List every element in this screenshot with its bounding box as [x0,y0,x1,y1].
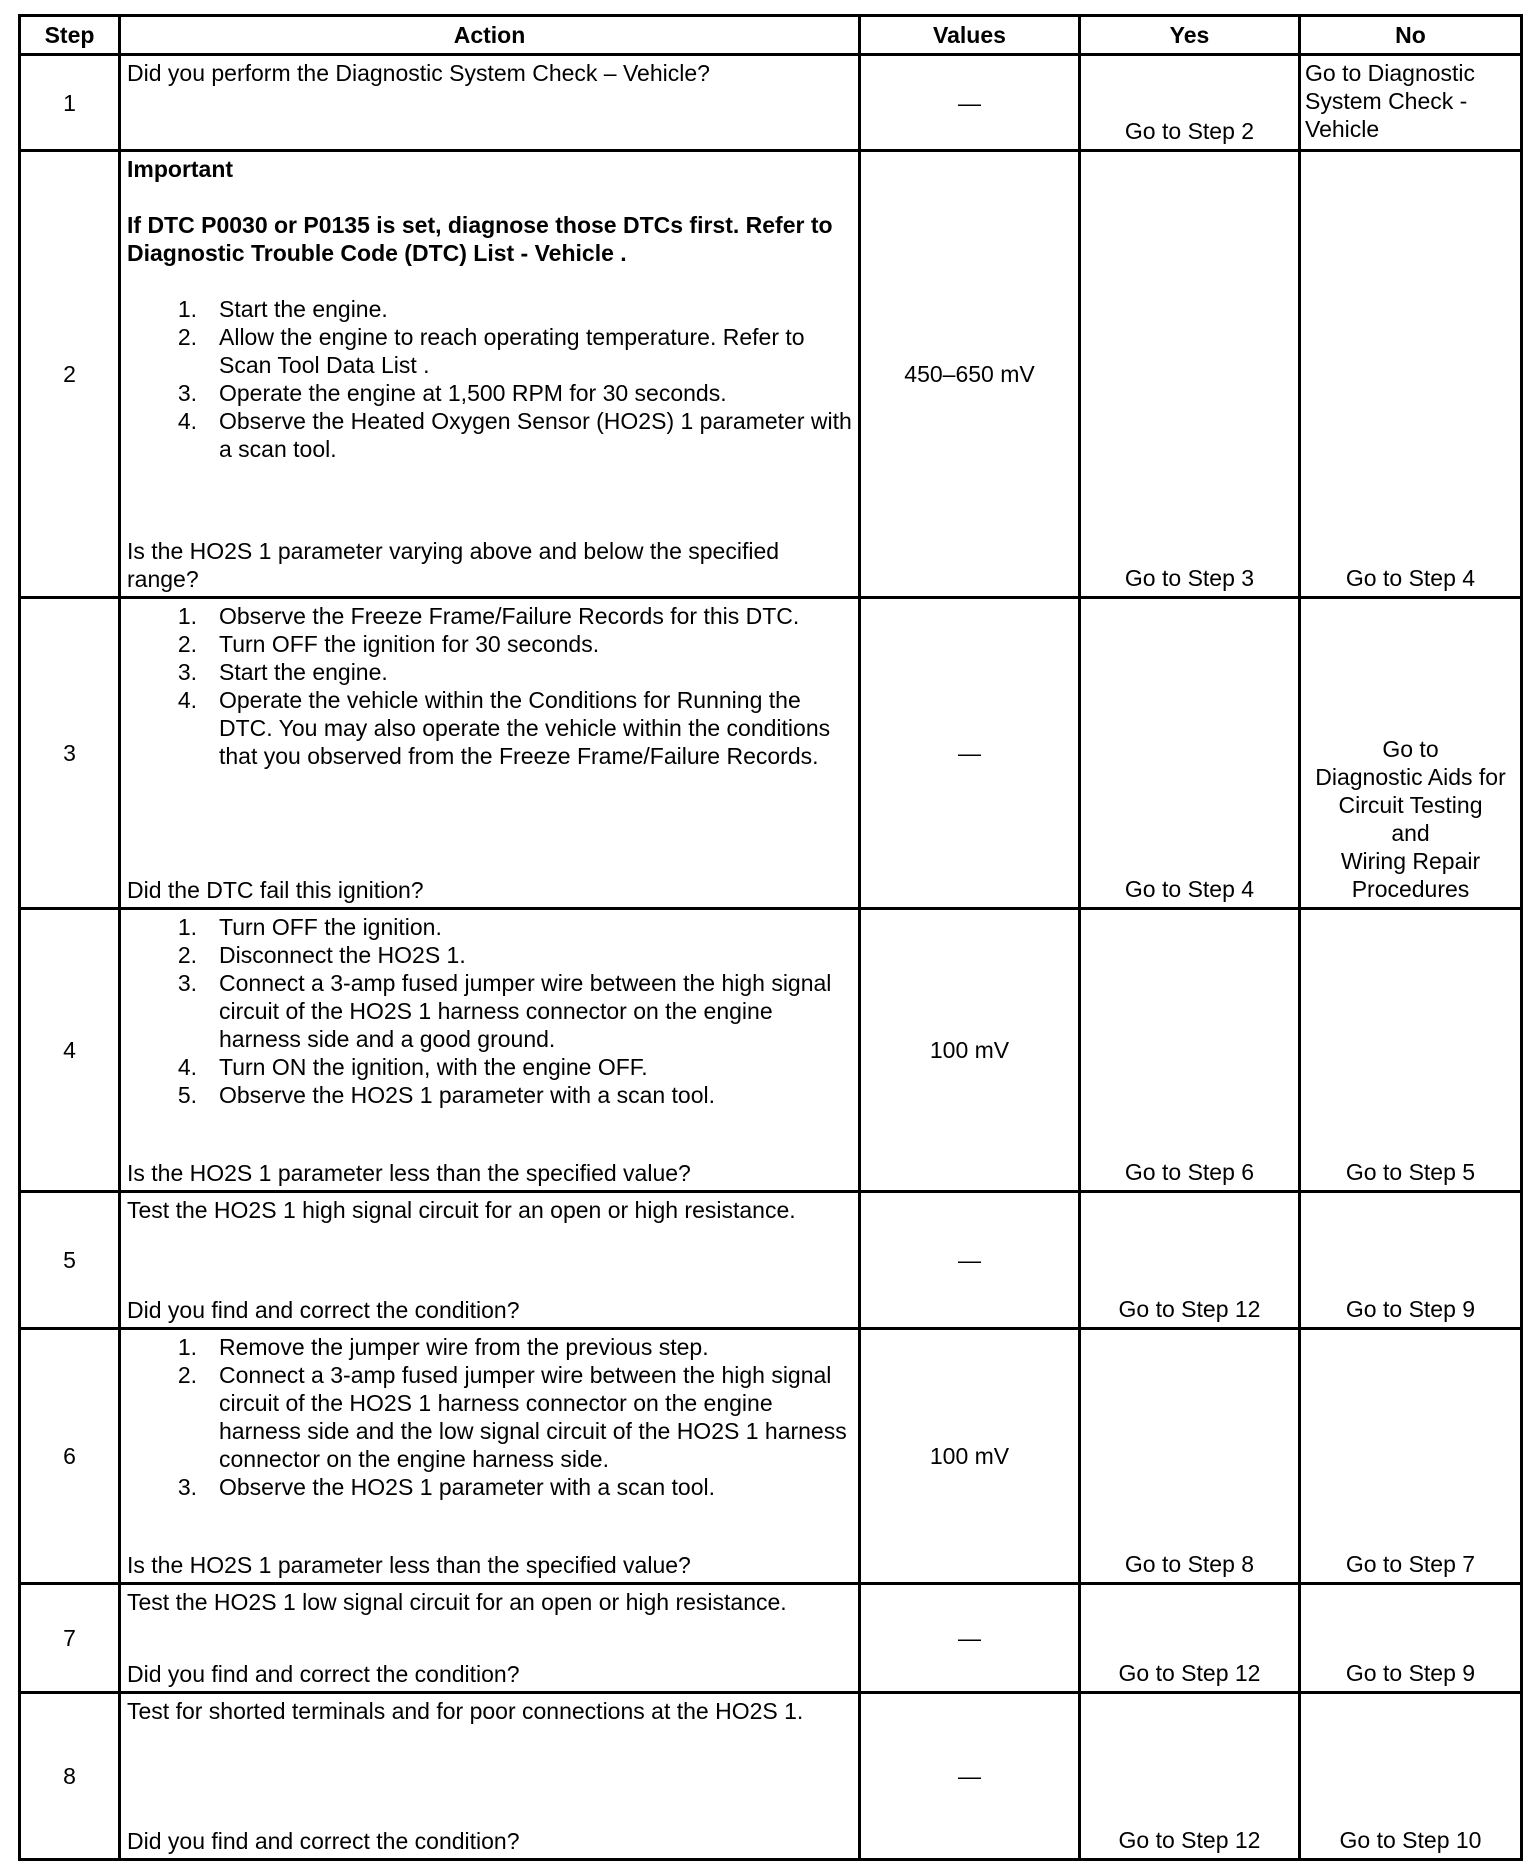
table-row [20,151,1522,598]
value-cell: — [860,1584,1080,1693]
yes-cell: Go to Step 12 [1080,1584,1300,1693]
list-item: 4. Turn ON the ignition, with the engine OFF. [177,1054,648,1080]
no-line: Wiring Repair [1340,848,1481,874]
header-step: Step [20,16,120,55]
yes-cell: Go to Step 6 [1080,909,1300,1192]
list-item: 3. Start the engine. [177,659,388,685]
action-text: Test the HO2S 1 low signal circuit for an open or high resistance. [127,1589,787,1615]
no-cell: Go to Step 4 [1300,151,1522,598]
list-item: 2. Allow the engine to reach operating temperature. Refer to Scan Tool Data List . [177,324,805,378]
no-cell: Go to Step 7 [1300,1329,1522,1584]
action-cell [120,151,860,598]
action-cell [120,1192,860,1329]
no-line: and [1391,820,1430,846]
yes-cell: Go to Step 12 [1080,1693,1300,1860]
action-cell [120,55,860,151]
step-number: 5 [20,1192,120,1329]
list-item: 5. Observe the HO2S 1 parameter with a scan tool. [177,1082,716,1108]
procedure-list [127,295,852,463]
list-item: 1. Start the engine. [177,296,388,322]
action-text: Test for shorted terminals and for poor connections at the HO2S 1. [127,1698,804,1724]
step-number: 1 [20,55,120,151]
step-number: 4 [20,909,120,1192]
yes-cell: Go to Step 3 [1080,151,1300,598]
header-action: Action [120,16,860,55]
list-item: 4. Observe the Heated Oxygen Sensor (HO2S) 1 parameter with a scan tool. [177,408,852,462]
yes-cell: Go to Step 8 [1080,1329,1300,1584]
value-cell: 450–650 mV [860,151,1080,598]
list-item: 1. Remove the jumper wire from the previous step. [177,1334,709,1360]
value-cell: 100 mV [860,1329,1080,1584]
value-cell: — [860,1192,1080,1329]
action-cell [120,598,860,909]
no-line: Procedures [1351,876,1470,902]
action-question: Is the HO2S 1 parameter less than the specified value? [127,1552,691,1578]
list-item: 3. Operate the engine at 1,500 RPM for 30 seconds. [177,380,727,406]
list-item: 3. Connect a 3-amp fused jumper wire between the high signal circuit of the HO2S 1 harness connector on the engine harness side and a good ground. [177,970,832,1052]
step-number: 7 [20,1584,120,1693]
action-cell [120,1584,860,1693]
value-cell: 100 mV [860,909,1080,1192]
table-row [20,55,1522,151]
procedure-list [127,913,852,1109]
list-item: 4. Operate the vehicle within the Conditions for Running the DTC. You may also operate the vehicle within the conditions that you observed from the Freeze Frame/Failure Records. [177,687,831,769]
action-question: Did you find and correct the condition? [127,1297,520,1323]
table-row [20,1693,1522,1860]
action-cell [120,1693,860,1860]
list-item: 1. Turn OFF the ignition. [177,914,442,940]
procedure-list [127,602,852,770]
yes-cell: Go to Step 4 [1080,598,1300,909]
list-item: 3. Observe the HO2S 1 parameter with a scan tool. [177,1474,716,1500]
step-number: 6 [20,1329,120,1584]
value-cell: — [860,55,1080,151]
header-values: Values [860,16,1080,55]
no-cell: Go to Step 9 [1300,1584,1522,1693]
step-number: 8 [20,1693,120,1860]
list-item: 1. Observe the Freeze Frame/Failure Records for this DTC. [177,603,800,629]
no-cell: Go to Step 9 [1300,1192,1522,1329]
header-no: No [1300,16,1522,55]
step-number: 3 [20,598,120,909]
action-question: Did you find and correct the condition? [127,1661,520,1687]
yes-cell: Go to Step 2 [1080,55,1300,151]
table-row [20,1584,1522,1693]
action-cell [120,1329,860,1584]
header-row [20,16,1522,55]
value-cell: — [860,598,1080,909]
no-cell: Go to Diagnostic System Check - Vehicle [1300,55,1522,151]
action-text: Test the HO2S 1 high signal circuit for an open or high resistance. [127,1197,796,1223]
action-cell [120,909,860,1192]
diagnostic-table [18,14,1523,1861]
list-item: 2. Turn OFF the ignition for 30 seconds. [177,631,600,657]
important-title: Important [127,156,234,182]
list-item: 2. Disconnect the HO2S 1. [177,942,466,968]
important-text: If DTC P0030 or P0135 is set, diagnose those DTCs first. Refer to Diagnostic Trouble Code (DTC) List - Vehicle . [127,212,833,266]
action-question: Did the DTC fail this ignition? [127,877,424,903]
value-cell: — [860,1693,1080,1860]
action-question: Is the HO2S 1 parameter varying above and below the specified range? [127,538,780,592]
table-row [20,1192,1522,1329]
action-question: Did you perform the Diagnostic System Check – Vehicle? [127,60,710,86]
no-line: Diagnostic Aids for [1315,764,1506,790]
step-number: 2 [20,151,120,598]
no-cell: Go to Step 10 [1300,1693,1522,1860]
no-cell [1300,598,1522,909]
procedure-list [127,1333,852,1501]
table-row [20,909,1522,1192]
no-line: Circuit Testing [1338,792,1483,818]
action-question: Did you find and correct the condition? [127,1828,520,1854]
list-item: 2. Connect a 3-amp fused jumper wire between the high signal circuit of the HO2S 1 harness connector on the engine harness side and the low signal circuit of the HO2S 1 harness connector on the engine harness side. [177,1362,847,1472]
action-question: Is the HO2S 1 parameter less than the specified value? [127,1160,691,1186]
table-row [20,1329,1522,1584]
no-cell: Go to Step 5 [1300,909,1522,1192]
no-line: Go to [1382,736,1439,762]
table-row [20,598,1522,909]
header-yes: Yes [1080,16,1300,55]
yes-cell: Go to Step 12 [1080,1192,1300,1329]
